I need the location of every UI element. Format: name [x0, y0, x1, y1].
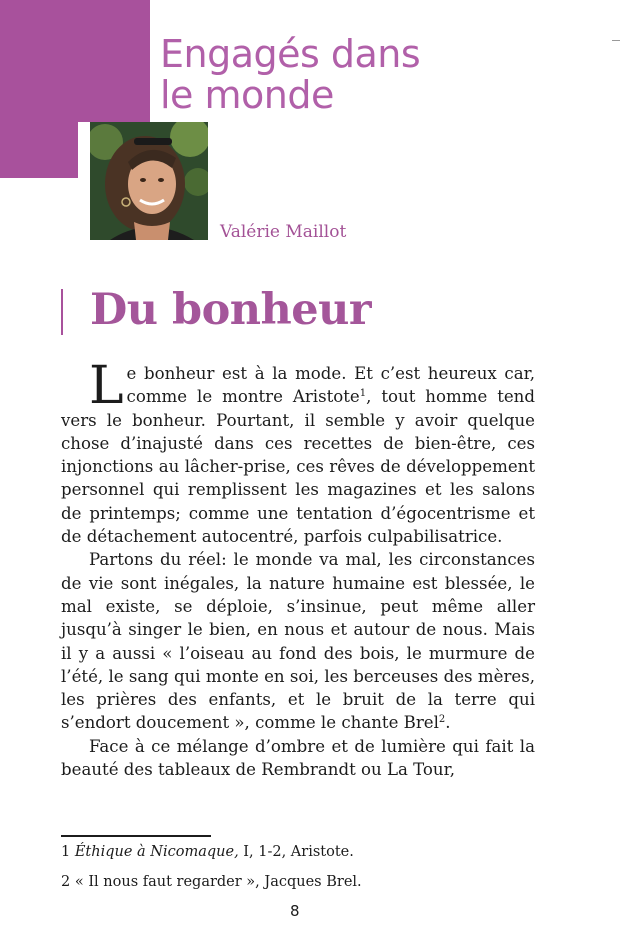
paragraph-2: [61, 548, 535, 734]
footnote-1: [61, 844, 354, 860]
author-portrait-image: [90, 122, 208, 240]
paragraph-1: [61, 356, 535, 548]
footnote-1-rest: I, 1-2, Aristote.: [243, 844, 354, 860]
title-accent-bar: [61, 289, 63, 335]
author-name: Valérie Maillot: [220, 222, 347, 242]
section-title: [160, 34, 420, 116]
section-title-line2: le monde: [160, 73, 334, 117]
article-body: [61, 356, 535, 781]
footnote-ref-1: 1: [359, 388, 367, 400]
article-title: Du bonheur: [90, 285, 372, 335]
drop-cap: L: [89, 356, 124, 416]
author-photo: [90, 122, 208, 240]
footnote-1-title: Éthique à Nicomaque,: [74, 844, 239, 860]
crop-mark: [612, 40, 620, 41]
paragraph-2-text-b: .: [445, 713, 451, 733]
footnote-divider: [61, 835, 211, 837]
paragraph-2-text-a: Partons du réel: le monde va mal, les circonstances de vie sont inégales, la nature humaine est blessée, le mal existe, se déploie, s’insinue, peut même aller jusqu’à singer le bien, en nous et autour de nous. Mais il y a aussi « l’oiseau au fond des bois, le murmure de l’été, le sang qui monte en soi, les berceuses des mères, les prières des enfants, et le bruit de la terre qui s’endort doucement », comme le chante Brel: [61, 550, 535, 733]
paragraph-1-text-a: e bonheur est à la mode. Et c’est heureux car, comme le montre Aristote: [126, 364, 535, 407]
footnote-2: 2 « Il nous faut regarder », Jacques Brel.: [61, 874, 362, 890]
paragraph-1-text-b: , tout homme tend vers le bonheur. Pourtant, il semble y avoir quelque chose d’inajusté dans ces recettes de bien-être, ces injonctions au lâcher-prise, ces rêves de développement personnel qui remplissent les magazines et les salons de printemps; comme une tentation d’égocentrisme et de détachement autocentré, parfois culpabilisatrice.: [61, 387, 535, 547]
page-number: 8: [290, 902, 300, 920]
section-title-line1: Engagés dans: [160, 32, 421, 76]
footnote-1-number: 1: [61, 844, 71, 860]
paragraph-3: Face à ce mélange d’ombre et de lumière qui fait la beauté des tableaux de Rembrandt ou La Tour,: [61, 736, 535, 780]
footnote-ref-2: 2: [438, 714, 446, 726]
